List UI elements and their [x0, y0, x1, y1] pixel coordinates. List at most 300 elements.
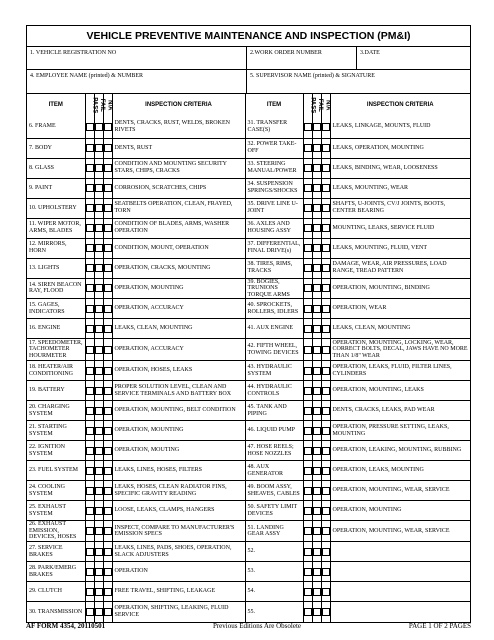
- fail-checkbox[interactable]: [95, 467, 103, 475]
- fail-checkbox[interactable]: [95, 427, 103, 435]
- fail-cell: [312, 138, 321, 158]
- fail-checkbox[interactable]: [313, 568, 321, 576]
- pass-checkbox[interactable]: [86, 244, 94, 252]
- pmi-form: [26, 25, 471, 623]
- fail-cell: [94, 238, 103, 258]
- item-column-header: ITEM: [245, 94, 303, 116]
- fail-checkbox[interactable]: [95, 387, 103, 395]
- na-checkbox[interactable]: [104, 507, 112, 515]
- fail-checkbox[interactable]: [95, 346, 103, 354]
- inspection-criteria: OPERATION, MOUNTING, WEAR, SERVICE: [330, 521, 470, 542]
- fail-cell: [312, 299, 321, 319]
- pass-checkbox[interactable]: [304, 123, 312, 131]
- pass-cell: [303, 401, 312, 421]
- item-label: 10. UPHOLSTERY: [27, 198, 85, 218]
- inspection-criteria: [330, 562, 470, 582]
- na-checkbox[interactable]: [322, 608, 330, 616]
- na-checkbox[interactable]: [104, 325, 112, 333]
- na-checkbox[interactable]: [322, 184, 330, 192]
- pass-checkbox[interactable]: [86, 305, 94, 313]
- item-label: 23. FUEL SYSTEM: [27, 461, 85, 481]
- pass-checkbox[interactable]: [304, 387, 312, 395]
- pass-checkbox[interactable]: [304, 305, 312, 313]
- supervisor-name-field[interactable]: 5. SUPERVISOR NAME (printed) & SIGNATURE: [250, 73, 375, 79]
- na-checkbox[interactable]: [104, 284, 112, 292]
- pass-checkbox[interactable]: [304, 527, 312, 535]
- na-cell: [321, 602, 330, 622]
- na-cell: [321, 198, 330, 218]
- employee-name-field[interactable]: 4. EMPLOYEE NAME (printed) & NUMBER: [27, 70, 247, 93]
- fail-cell: [94, 421, 103, 441]
- fail-checkbox[interactable]: [313, 346, 321, 354]
- pass-cell: [85, 401, 94, 421]
- inspection-criteria: LEAKS, LINKAGE, MOUNTS, FLUID: [330, 116, 470, 138]
- na-checkbox[interactable]: [322, 447, 330, 455]
- inspection-row: [27, 381, 470, 401]
- inspection-criteria: CONDITION AND MOUNTING SECURITY STARS, CHIPS, CRACKS: [112, 158, 245, 178]
- fail-cell: [94, 381, 103, 401]
- inspection-row: [27, 421, 470, 441]
- item-label: 14. SIREN BEACON RAY, FLOOD: [27, 278, 85, 299]
- na-checkbox[interactable]: [104, 305, 112, 313]
- na-checkbox[interactable]: [104, 224, 112, 232]
- pass-checkbox[interactable]: [304, 144, 312, 152]
- na-cell: [103, 602, 112, 622]
- fail-cell: [312, 178, 321, 198]
- pass-checkbox[interactable]: [86, 608, 94, 616]
- na-checkbox[interactable]: [104, 527, 112, 535]
- pass-checkbox[interactable]: [86, 507, 94, 515]
- fail-checkbox[interactable]: [313, 608, 321, 616]
- fail-checkbox[interactable]: [313, 144, 321, 152]
- fail-checkbox[interactable]: [313, 447, 321, 455]
- fail-checkbox[interactable]: [95, 305, 103, 313]
- na-checkbox[interactable]: [322, 487, 330, 495]
- inspection-criteria: OPERATION, LEAKS, MOUNTING: [330, 461, 470, 481]
- fail-checkbox[interactable]: [313, 184, 321, 192]
- inspection-criteria: OPERATION, MOUNTING, BINDING: [330, 278, 470, 299]
- fail-checkbox[interactable]: [95, 184, 103, 192]
- na-checkbox[interactable]: [322, 407, 330, 415]
- fail-checkbox[interactable]: [313, 407, 321, 415]
- inspection-row: [27, 158, 470, 178]
- na-cell: [321, 158, 330, 178]
- item-label: 27. SERVICE BRAKES: [27, 542, 85, 562]
- inspection-criteria: [330, 542, 470, 562]
- pass-checkbox[interactable]: [304, 184, 312, 192]
- fail-cell: [312, 158, 321, 178]
- inspection-criteria: SHAFTS, U-JOINTS, CV/J JOINTS, BOOTS, CENTER BEARING: [330, 198, 470, 218]
- na-checkbox[interactable]: [322, 224, 330, 232]
- item-label: 22. IGNITION SYSTEM: [27, 441, 85, 461]
- inspection-criteria: LEAKS, MOUNTING, WEAR: [330, 178, 470, 198]
- na-checkbox[interactable]: [104, 427, 112, 435]
- pass-checkbox[interactable]: [304, 264, 312, 272]
- na-cell: [103, 381, 112, 401]
- fail-checkbox[interactable]: [313, 224, 321, 232]
- na-checkbox[interactable]: [322, 204, 330, 212]
- fail-checkbox[interactable]: [313, 548, 321, 556]
- fail-checkbox[interactable]: [95, 244, 103, 252]
- item-label: 35. DRIVE LINE U-JOINT: [245, 198, 303, 218]
- inspection-criteria: SEATBELTS OPERATION, CLEAN, FRAYED, TORN: [112, 198, 245, 218]
- pass-cell: [303, 441, 312, 461]
- pass-checkbox[interactable]: [86, 184, 94, 192]
- fail-cell: [312, 441, 321, 461]
- inspection-row: [27, 138, 470, 158]
- item-label: 9. PAINT: [27, 178, 85, 198]
- inspection-criteria: OPERATION, MOUNTING, LOCKING, WEAR, CORRECT BOLTS, DECAL, JAWS HAVE NO MORE THAN 1/8" WEAR: [330, 339, 470, 361]
- item-label: 42. FIFTH WHEEL, TOWING DEVICES: [245, 339, 303, 361]
- inspection-criteria: PROPER SOLUTION LEVEL, CLEAN AND SERVICE TERMINALS AND BATTERY BOX: [112, 381, 245, 401]
- na-checkbox[interactable]: [104, 184, 112, 192]
- item-label: 39. BOGIES, TRUNIONS TORQUE ARMS: [245, 278, 303, 299]
- date-field[interactable]: 3.DATE: [360, 50, 380, 56]
- na-checkbox[interactable]: [104, 387, 112, 395]
- fail-checkbox[interactable]: [313, 204, 321, 212]
- fail-checkbox[interactable]: [313, 367, 321, 375]
- pass-checkbox[interactable]: [304, 164, 312, 172]
- na-cell: [321, 481, 330, 501]
- fail-checkbox[interactable]: [95, 608, 103, 616]
- na-checkbox[interactable]: [104, 548, 112, 556]
- pass-cell: [85, 521, 94, 542]
- pass-checkbox[interactable]: [86, 224, 94, 232]
- inspection-criteria: LEAKS, CLEAN, MOUNTING: [330, 319, 470, 339]
- na-checkbox[interactable]: [322, 427, 330, 435]
- item-label: 7. BODY: [27, 138, 85, 158]
- item-label: 26. EXHAUST EMISSION, DEVICES, HOSES: [27, 521, 85, 542]
- na-checkbox[interactable]: [322, 507, 330, 515]
- pass-checkbox[interactable]: [86, 123, 94, 131]
- fail-cell: [312, 198, 321, 218]
- pass-checkbox[interactable]: [304, 367, 312, 375]
- na-checkbox[interactable]: [104, 204, 112, 212]
- pass-checkbox[interactable]: [86, 387, 94, 395]
- na-checkbox[interactable]: [104, 244, 112, 252]
- pass-checkbox[interactable]: [86, 144, 94, 152]
- pass-checkbox[interactable]: [304, 568, 312, 576]
- pass-checkbox[interactable]: [304, 548, 312, 556]
- na-cell: [103, 319, 112, 339]
- na-cell: [103, 158, 112, 178]
- na-cell: [321, 178, 330, 198]
- na-checkbox[interactable]: [322, 346, 330, 354]
- work-order-field[interactable]: 2.WORK ORDER NUMBER: [247, 47, 357, 69]
- pass-checkbox[interactable]: [86, 325, 94, 333]
- na-checkbox[interactable]: [322, 527, 330, 535]
- fail-checkbox[interactable]: [313, 527, 321, 535]
- pass-cell: [85, 238, 94, 258]
- form-title: VEHICLE PREVENTIVE MAINTENANCE AND INSPECTION (PM&I): [27, 26, 470, 47]
- na-checkbox[interactable]: [104, 367, 112, 375]
- fail-cell: [94, 116, 103, 138]
- fail-checkbox[interactable]: [313, 264, 321, 272]
- na-checkbox[interactable]: [104, 123, 112, 131]
- fail-checkbox[interactable]: [313, 164, 321, 172]
- header-row-2: [27, 70, 470, 94]
- pass-cell: [85, 258, 94, 278]
- na-cell: [321, 278, 330, 299]
- na-cell: [321, 361, 330, 381]
- na-cell: [321, 381, 330, 401]
- editions-notice: Previous Editions Are Obsolete: [212, 622, 302, 630]
- inspection-criteria: OPERATION, MOUNTING: [112, 421, 245, 441]
- fail-checkbox[interactable]: [313, 427, 321, 435]
- na-checkbox[interactable]: [322, 264, 330, 272]
- pass-checkbox[interactable]: [86, 427, 94, 435]
- pass-checkbox[interactable]: [86, 367, 94, 375]
- fail-checkbox[interactable]: [95, 144, 103, 152]
- fail-cell: [94, 481, 103, 501]
- na-checkbox[interactable]: [322, 568, 330, 576]
- na-checkbox[interactable]: [322, 123, 330, 131]
- pass-cell: [303, 481, 312, 501]
- pass-checkbox[interactable]: [86, 548, 94, 556]
- fail-checkbox[interactable]: [95, 325, 103, 333]
- na-cell: [103, 198, 112, 218]
- criteria-column-header: INSPECTION CRITERIA: [112, 94, 245, 116]
- inspection-criteria: LOOSE, LEAKS, CLAMPS, HANGERS: [112, 501, 245, 521]
- pass-checkbox[interactable]: [304, 407, 312, 415]
- pass-checkbox[interactable]: [86, 447, 94, 455]
- na-checkbox[interactable]: [322, 387, 330, 395]
- na-checkbox[interactable]: [322, 244, 330, 252]
- fail-cell: [94, 278, 103, 299]
- inspection-row: [27, 481, 470, 501]
- na-cell: [103, 421, 112, 441]
- na-checkbox[interactable]: [322, 588, 330, 596]
- pass-checkbox[interactable]: [304, 284, 312, 292]
- fail-checkbox[interactable]: [313, 487, 321, 495]
- inspection-row: [27, 401, 470, 421]
- fail-checkbox[interactable]: [313, 305, 321, 313]
- na-cell: [103, 582, 112, 602]
- item-label: 20. CHARGING SYSTEM: [27, 401, 85, 421]
- pass-checkbox[interactable]: [304, 325, 312, 333]
- fail-checkbox[interactable]: [95, 407, 103, 415]
- na-column-header: N/A: [103, 94, 112, 116]
- fail-cell: [312, 116, 321, 138]
- na-checkbox[interactable]: [104, 264, 112, 272]
- form-number: AF FORM 4354, 20110501: [26, 622, 106, 630]
- pass-checkbox[interactable]: [304, 447, 312, 455]
- na-checkbox[interactable]: [322, 467, 330, 475]
- pass-checkbox[interactable]: [304, 588, 312, 596]
- na-cell: [321, 501, 330, 521]
- item-label: 48. AUX GENERATOR: [245, 461, 303, 481]
- fail-cell: [94, 461, 103, 481]
- item-label: 28. PARK/EMERG BRAKES: [27, 562, 85, 582]
- na-cell: [321, 238, 330, 258]
- pass-checkbox[interactable]: [86, 164, 94, 172]
- na-cell: [103, 138, 112, 158]
- item-label: 11. WIPER MOTOR, ARMS, BLADES: [27, 218, 85, 238]
- fail-checkbox[interactable]: [95, 527, 103, 535]
- fail-checkbox[interactable]: [313, 325, 321, 333]
- inspection-criteria: OPERATION, MOUNTING: [112, 278, 245, 299]
- inspection-criteria: OPERATION, CRACKS, MOUNTING: [112, 258, 245, 278]
- pass-cell: [303, 116, 312, 138]
- pass-checkbox[interactable]: [304, 346, 312, 354]
- item-label: 54.: [245, 582, 303, 602]
- na-checkbox[interactable]: [104, 568, 112, 576]
- fail-checkbox[interactable]: [95, 507, 103, 515]
- fail-checkbox[interactable]: [95, 264, 103, 272]
- na-cell: [321, 116, 330, 138]
- pass-checkbox[interactable]: [86, 346, 94, 354]
- fail-checkbox[interactable]: [313, 284, 321, 292]
- fail-checkbox[interactable]: [95, 548, 103, 556]
- na-checkbox[interactable]: [104, 447, 112, 455]
- na-cell: [321, 258, 330, 278]
- fail-checkbox[interactable]: [95, 204, 103, 212]
- na-cell: [103, 481, 112, 501]
- pass-checkbox[interactable]: [304, 204, 312, 212]
- fail-checkbox[interactable]: [95, 123, 103, 131]
- pass-checkbox[interactable]: [304, 487, 312, 495]
- item-label: 12. MIRRORS, HORN: [27, 238, 85, 258]
- pass-cell: [303, 582, 312, 602]
- na-cell: [321, 138, 330, 158]
- pass-checkbox[interactable]: [304, 608, 312, 616]
- pass-checkbox[interactable]: [86, 204, 94, 212]
- fail-cell: [94, 441, 103, 461]
- inspection-criteria: OPERATION, MOUTING: [112, 441, 245, 461]
- pass-cell: [85, 218, 94, 238]
- pass-checkbox[interactable]: [86, 487, 94, 495]
- vehicle-registration-field[interactable]: 1. VEHICLE REGISTRATION NO: [27, 47, 247, 69]
- fail-cell: [312, 461, 321, 481]
- na-checkbox[interactable]: [104, 407, 112, 415]
- fail-checkbox[interactable]: [95, 367, 103, 375]
- na-checkbox[interactable]: [322, 367, 330, 375]
- pass-checkbox[interactable]: [304, 224, 312, 232]
- na-cell: [321, 319, 330, 339]
- pass-checkbox[interactable]: [304, 507, 312, 515]
- na-cell: [321, 562, 330, 582]
- fail-checkbox[interactable]: [313, 123, 321, 131]
- na-checkbox[interactable]: [322, 305, 330, 313]
- item-label: 15. GAGES, INDICATORS: [27, 299, 85, 319]
- na-checkbox[interactable]: [322, 284, 330, 292]
- na-checkbox[interactable]: [322, 325, 330, 333]
- inspection-row: [27, 582, 470, 602]
- item-label: 37. DIFFERENTIAL, FINAL DRIVE(s): [245, 238, 303, 258]
- inspection-row: [27, 218, 470, 238]
- pass-checkbox[interactable]: [86, 588, 94, 596]
- fail-checkbox[interactable]: [95, 487, 103, 495]
- inspection-criteria: OPERATION, WEAR: [330, 299, 470, 319]
- inspection-criteria: DENTS, RUST: [112, 138, 245, 158]
- item-label: 16. ENGINE: [27, 319, 85, 339]
- item-label: 50. SAFETY LIMIT DEVICES: [245, 501, 303, 521]
- fail-cell: [94, 361, 103, 381]
- na-checkbox[interactable]: [104, 588, 112, 596]
- pass-cell: [303, 361, 312, 381]
- fail-checkbox[interactable]: [95, 284, 103, 292]
- inspection-row: [27, 258, 470, 278]
- na-checkbox[interactable]: [322, 164, 330, 172]
- na-checkbox[interactable]: [322, 548, 330, 556]
- inspection-criteria: INSPECT, COMPARE TO MANUFACTURER'S EMISSION SPECS: [112, 521, 245, 542]
- fail-checkbox[interactable]: [95, 568, 103, 576]
- pass-cell: [85, 299, 94, 319]
- pass-checkbox[interactable]: [86, 467, 94, 475]
- pass-checkbox[interactable]: [304, 244, 312, 252]
- na-cell: [321, 421, 330, 441]
- pass-checkbox[interactable]: [86, 568, 94, 576]
- fail-cell: [312, 339, 321, 361]
- pass-checkbox[interactable]: [86, 527, 94, 535]
- na-checkbox[interactable]: [104, 164, 112, 172]
- fail-cell: [94, 602, 103, 622]
- inspection-criteria: OPERATION, MOUNTING, WEAR, SERVICE: [330, 481, 470, 501]
- na-checkbox[interactable]: [322, 144, 330, 152]
- na-cell: [103, 278, 112, 299]
- inspection-criteria: [330, 602, 470, 622]
- na-cell: [103, 461, 112, 481]
- pass-checkbox[interactable]: [86, 284, 94, 292]
- pass-checkbox[interactable]: [86, 407, 94, 415]
- fail-checkbox[interactable]: [313, 467, 321, 475]
- inspection-row: [27, 339, 470, 361]
- pass-cell: [85, 198, 94, 218]
- item-label: 13. LIGHTS: [27, 258, 85, 278]
- inspection-criteria: CONDITION OF BLADES, ARMS, WASHER OPERATION: [112, 218, 245, 238]
- fail-checkbox[interactable]: [313, 588, 321, 596]
- fail-cell: [312, 521, 321, 542]
- pass-cell: [85, 602, 94, 622]
- na-checkbox[interactable]: [104, 346, 112, 354]
- na-checkbox[interactable]: [104, 467, 112, 475]
- pass-cell: [303, 218, 312, 238]
- inspection-row: [27, 361, 470, 381]
- na-checkbox[interactable]: [104, 608, 112, 616]
- pass-checkbox[interactable]: [86, 264, 94, 272]
- item-label: 49. BOOM ASSY, SHEAVES, CABLES: [245, 481, 303, 501]
- fail-checkbox[interactable]: [95, 588, 103, 596]
- pass-cell: [85, 361, 94, 381]
- inspection-criteria: LEAKS, LINES, HOSES, FILTERS: [112, 461, 245, 481]
- fail-checkbox[interactable]: [313, 507, 321, 515]
- fail-checkbox[interactable]: [313, 387, 321, 395]
- fail-cell: [94, 218, 103, 238]
- na-checkbox[interactable]: [104, 487, 112, 495]
- inspection-criteria: OPERATION, HOSES, LEAKS: [112, 361, 245, 381]
- inspection-row: [27, 501, 470, 521]
- item-label: 24. COOLING SYSTEM: [27, 481, 85, 501]
- fail-checkbox[interactable]: [313, 244, 321, 252]
- inspection-criteria: MOUNTING, LEAKS, SERVICE FLUID: [330, 218, 470, 238]
- item-label: 8. GLASS: [27, 158, 85, 178]
- inspection-row: [27, 562, 470, 582]
- na-checkbox[interactable]: [104, 144, 112, 152]
- fail-checkbox[interactable]: [95, 447, 103, 455]
- pass-checkbox[interactable]: [304, 467, 312, 475]
- na-cell: [321, 521, 330, 542]
- fail-checkbox[interactable]: [95, 224, 103, 232]
- na-cell: [103, 501, 112, 521]
- inspection-criteria: OPERATION, SHIFTING, LEAKING, FLUID SERVICE: [112, 602, 245, 622]
- fail-cell: [312, 278, 321, 299]
- fail-cell: [312, 582, 321, 602]
- inspection-criteria: LEAKS, CLEAN, MOUNTING: [112, 319, 245, 339]
- fail-checkbox[interactable]: [95, 164, 103, 172]
- na-cell: [103, 361, 112, 381]
- fail-cell: [94, 582, 103, 602]
- pass-checkbox[interactable]: [304, 427, 312, 435]
